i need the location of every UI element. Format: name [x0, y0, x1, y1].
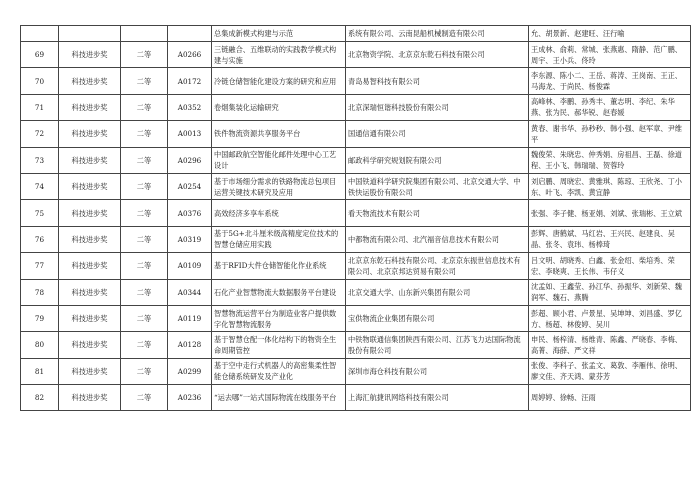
table-row: [21, 226, 691, 252]
cell-code: A0254: [168, 173, 212, 199]
cell-people: 高峰林、李鹏、孙秀丰、董志明、李纪、朱华燕、张为民、郝华锐、赵春媛: [529, 94, 691, 120]
cell-category: 科技进步奖: [59, 253, 121, 279]
cell-code: A0236: [168, 385, 212, 411]
cell-category: 科技进步奖: [59, 385, 121, 411]
cell-project: 三链融合、五维联动的实践教学模式构建与实施: [212, 42, 346, 68]
table-row: [21, 173, 691, 199]
cell-units: 邮政科学研究规划院有限公司: [346, 147, 529, 173]
cell-category: 科技进步奖: [59, 200, 121, 226]
cell-project: 石化产业智慧物流大数据服务平台建设: [212, 279, 346, 305]
cell-code: A0119: [168, 305, 212, 331]
cell-code: A0344: [168, 279, 212, 305]
cell-category: 科技进步奖: [59, 358, 121, 384]
cell-code: A0299: [168, 358, 212, 384]
cell-no: 82: [21, 385, 59, 411]
cell-project: 基于智慧仓配一体化结构下的物资全生命周期管控: [212, 332, 346, 358]
cell-project: 基于RFID大件仓储智能化作业系统: [212, 253, 346, 279]
cell-grade: 二等: [121, 253, 168, 279]
cell-people: 张强、李子健、杨亚娟、刘斌、张瑞彬、王立斌: [529, 200, 691, 226]
cell-code: A0352: [168, 94, 212, 120]
cell-project: 中国邮政航空智能化邮件处理中心工艺设计: [212, 147, 346, 173]
cell-no: 79: [21, 305, 59, 331]
cell-units: 中铁物联通信集团陕西有限公司、江苏飞力达国际物流股份有限公司: [346, 332, 529, 358]
cell-category: 科技进步奖: [59, 121, 121, 147]
cell-people: 允、胡景新、赵建旺、汪行喻: [529, 26, 691, 42]
cell-project: 基于空中走行式机器人的高密集柔性智能仓储系统研发及产业化: [212, 358, 346, 384]
cell-grade: 二等: [121, 94, 168, 120]
table-row: [21, 200, 691, 226]
cell-units: 中都物流有限公司、北汽福音信息技术有限公司: [346, 226, 529, 252]
cell-grade: 二等: [121, 42, 168, 68]
cell-units: 北京交通大学、山东新兴集团有限公司: [346, 279, 529, 305]
cell-units: 中国铁道科学研究院集团有限公司、北京交通大学、中铁快运股份有限公司: [346, 173, 529, 199]
cell-no: [21, 26, 59, 42]
cell-code: A0109: [168, 253, 212, 279]
cell-no: 75: [21, 200, 59, 226]
cell-category: 科技进步奖: [59, 173, 121, 199]
cell-units: 国通信通有限公司: [346, 121, 529, 147]
cell-code: A0266: [168, 42, 212, 68]
cell-project: 智慧物流运营平台为制造业客户提供数字化智慧物流服务: [212, 305, 346, 331]
cell-no: 81: [21, 358, 59, 384]
cell-grade: 二等: [121, 332, 168, 358]
cell-category: 科技进步奖: [59, 305, 121, 331]
cell-people: 彭辉、唐鹤斌、马红岩、王兴民、赵建良、吴晶、张冬、袁玮、杨棒琦: [529, 226, 691, 252]
cell-grade: 二等: [121, 279, 168, 305]
cell-people: 申民、杨梓清、杨维青、陈鑫、严晓春、李梅、高菁、海薛、严文祥: [529, 332, 691, 358]
cell-no: 70: [21, 68, 59, 94]
cell-no: 74: [21, 173, 59, 199]
cell-units: 北京物资学院、北京京东乾石科技有限公司: [346, 42, 529, 68]
cell-units: 北京京东乾石科技有限公司、北京京东振世信息技术有限公司、北京京邦达贸易有限公司: [346, 253, 529, 279]
table-row: [21, 121, 691, 147]
cell-category: 科技进步奖: [59, 332, 121, 358]
cell-no: 78: [21, 279, 59, 305]
table-row: [21, 385, 691, 411]
cell-units: 深圳市海仓科技有限公司: [346, 358, 529, 384]
cell-category: 科技进步奖: [59, 147, 121, 173]
cell-units: 宝供物流企业集团有限公司: [346, 305, 529, 331]
cell-grade: [121, 26, 168, 42]
cell-people: 沈孟如、王鑫莹、孙江华、孙振华、刘新荣、魏润军、魏石、燕腾: [529, 279, 691, 305]
cell-no: 80: [21, 332, 59, 358]
table-row: [21, 279, 691, 305]
cell-grade: 二等: [121, 147, 168, 173]
cell-code: A0296: [168, 147, 212, 173]
cell-grade: 二等: [121, 173, 168, 199]
table-row-continuation: [21, 26, 691, 42]
cell-people: 吕文明、胡晓秀、白鑫、张金绍、柴培秀、荣宏、李晓爽、王长伟、韦仔义: [529, 253, 691, 279]
cell-category: 科技进步奖: [59, 226, 121, 252]
cell-grade: 二等: [121, 305, 168, 331]
table-row: [21, 147, 691, 173]
table-row: [21, 42, 691, 68]
table-row: [21, 305, 691, 331]
cell-no: 77: [21, 253, 59, 279]
cell-grade: 二等: [121, 200, 168, 226]
cell-code: A0013: [168, 121, 212, 147]
cell-grade: 二等: [121, 121, 168, 147]
cell-project: 冷链仓储智能化建设方案的研究和应用: [212, 68, 346, 94]
cell-grade: 二等: [121, 68, 168, 94]
cell-project: “运去哪”一站式国际物流在线服务平台: [212, 385, 346, 411]
cell-grade: 二等: [121, 358, 168, 384]
cell-category: 科技进步奖: [59, 68, 121, 94]
cell-code: A0376: [168, 200, 212, 226]
cell-code: [168, 26, 212, 42]
table-row: [21, 253, 691, 279]
cell-no: 72: [21, 121, 59, 147]
award-list-page: [20, 25, 690, 411]
cell-project: 基于市场细分需求的铁路物流总包项目运营关键技术研究及应用: [212, 173, 346, 199]
cell-code: A0172: [168, 68, 212, 94]
table-row: [21, 358, 691, 384]
cell-people: 黄春、谢书华、孙秒秒、韩小强、赵军章、尹维平: [529, 121, 691, 147]
cell-project: 总集成新模式构建与示范: [212, 26, 346, 42]
cell-people: 彭超、顾小君、卢景星、吴坤坤、刘昌盛、罗亿方、杨超、林俊婷、吴川: [529, 305, 691, 331]
cell-category: 科技进步奖: [59, 94, 121, 120]
table-row: [21, 68, 691, 94]
cell-people: 周婷婷、徐畅、汪雨: [529, 385, 691, 411]
cell-code: A0319: [168, 226, 212, 252]
cell-units: 上海汇航捷讯网络科技有限公司: [346, 385, 529, 411]
table-row: [21, 332, 691, 358]
cell-units: 看天物流技术有限公司: [346, 200, 529, 226]
cell-category: [59, 26, 121, 42]
cell-people: 王成林、俞莉、常城、张燕惠、隋静、范广鹏、周宇、王小兵、佟玲: [529, 42, 691, 68]
cell-project: 铁件物流资源共享服务平台: [212, 121, 346, 147]
cell-people: 张俊、李科子、张孟文、葛敦、李雁伟、徐明、廖文佳、齐天鸿、蒙芬芳: [529, 358, 691, 384]
award-table: [20, 25, 691, 411]
cell-project: 高效经济多享车系统: [212, 200, 346, 226]
cell-project: 基于5G+北斗厘米级高精度定位技术的智慧仓储应用实践: [212, 226, 346, 252]
cell-no: 73: [21, 147, 59, 173]
cell-category: 科技进步奖: [59, 279, 121, 305]
cell-code: A0128: [168, 332, 212, 358]
cell-grade: 二等: [121, 226, 168, 252]
cell-people: 魏俊荣、朱晓忠、仲秀娟、房祖昌、王磊、徐道程、王小飞、韩瑞瑞、贺蓉玲: [529, 147, 691, 173]
cell-no: 76: [21, 226, 59, 252]
cell-no: 69: [21, 42, 59, 68]
cell-units: 北京深瑞恒谐科技股份有限公司: [346, 94, 529, 120]
table-row: [21, 94, 691, 120]
cell-grade: 二等: [121, 385, 168, 411]
cell-no: 71: [21, 94, 59, 120]
cell-units: 系统有限公司、云南昆船机械制造有限公司: [346, 26, 529, 42]
cell-project: 卷烟集装化运输研究: [212, 94, 346, 120]
cell-category: 科技进步奖: [59, 42, 121, 68]
cell-units: 青岛易智科技有限公司: [346, 68, 529, 94]
cell-people: 刘启鹏、周晓宏、黄雅琪、陈琼、王欣尧、丁小东、叶飞、李凯、黄宜静: [529, 173, 691, 199]
cell-people: 李东源、陈小二、王岳、蒋涛、王岗南、王正、马海龙、于尚民、杨俊霖: [529, 68, 691, 94]
